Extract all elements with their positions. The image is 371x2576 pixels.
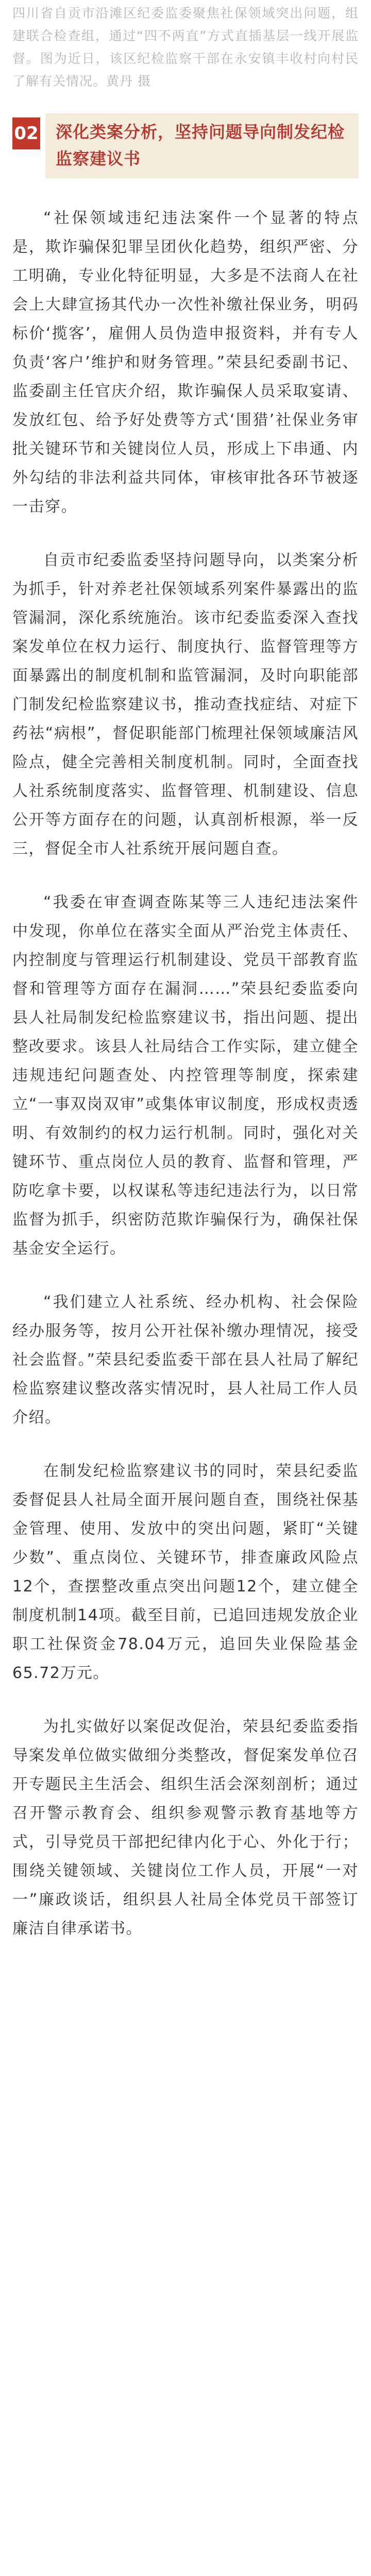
- section-title-box: [45, 113, 359, 178]
- paragraph-6: 为扎实做好以案促改促治，荣县纪委监委指导案发单位做实做细分类整改，督促案发单位召开专题民主生活会、组织生活会深刻剖析；通过召开警示教育会、组织参观警示教育基地等方式，引导党员干部把纪律内化于心、外化于行；围绕关键领域、关键岗位工作人员，开展“一对一”廉政谈话，组织县人社局全体党员干部签订廉洁自律承诺书。: [12, 1718, 359, 1938]
- section-header: [12, 113, 359, 178]
- photo-caption: 四川省自贡市沿滩区纪委监委聚焦社保领域突出问题，组建联合检查组，通过“四不两直”方式直插基层一线开展监督。图为近日，该区纪检监察干部在永安镇丰收村向村民了解有关情况。黄丹 摄: [12, 6, 359, 89]
- paragraph-4: “我们建立人社系统、经办机构、社会保险经办服务等，按月公开社保补缴办理情况，接受社会监督。”荣县纪委监委干部在县人社局了解纪检监察建议整改落实情况时，县人社局工作人员介绍。: [12, 1293, 359, 1427]
- paragraph-3: “我委在审查调查陈某等三人违纪违法案件中发现，你单位在落实全面从严治党主体责任、内控制度与管理运行机制建设、党员干部教育监督和管理等方面存在漏洞……”荣县纪委监委向县人社局制发纪检监察建议书，指出问题、提出整改要求。该县人社局结合工作实际，建立健全违规违纪问题查处、内控管理等制度，探索建立“一事双岗双审”或集体审议制度，形成权责透明、有效制约的权力运行机制。同时，强化对关键环节、重点岗位人员的教育、监督和管理，严防吃拿卡要，以权谋私等违纪违法行为，以日常监督为抓手，织密防范欺诈骗保行为，确保社保基金安全运行。: [12, 893, 359, 1258]
- paragraph-5: 在制发纪检监察建议书的同时，荣县纪委监委督促县人社局全面开展问题自查，围绕社保基金管理、使用、发放中的突出问题，紧盯“关键少数”、重点岗位、关键环节，排查廉政风险点12个，查摆整改重点突出问题12个，建立健全制度机制14项。截至目前，已追回违规发放企业职工社保资金78.04万元，追回失业保险基金65.72万元。: [12, 1462, 359, 1682]
- paragraph-2: 自贡市纪委监委坚持问题导向，以类案分析为抓手，针对养老社保领域系列案件暴露出的监管漏洞，深化系统施治。该市纪委监委深入查找案发单位在权力运行、制度执行、监督管理等方面暴露出的制度机制和监管漏洞，及时向职能部门制发纪检监察建议书，推动查找症结、对症下药祛“病根”，督促职能部门梳理社保领域廉洁风险点，健全完善相关制度机制。同时，全面查找人社系统制度落实、监督管理、机制建设、信息公开等方面存在的问题，认真剖析根源，举一反三，督促全市人社系统开展问题自查。: [12, 551, 359, 858]
- section-number-badge: 02: [12, 117, 40, 149]
- section-title: 深化类案分析，坚持问题导向制发纪检监察建议书: [56, 122, 345, 168]
- paragraph-1: “社保领域违纪违法案件一个显著的特点是，欺诈骗保犯罪呈团伙化趋势，组织严密、分工明确，专业化特征明显，大多是不法商人在社会上大肆宣扬其代办一次性补缴社保业务，明码标价‘揽客’，雇佣人员伪造申报资料，并有专人负责‘客户’维护和财务管理。”荣县纪委副书记、监委副主任官庆介绍，欺诈骗保人员采取宴请、发放红包、给予好处费等方式‘围猎’社保业务审批关键环节和关键岗位人员，形成上下串通、内外勾结的非法利益共同体，审核审批各环节被逐一击穿。: [12, 209, 359, 516]
